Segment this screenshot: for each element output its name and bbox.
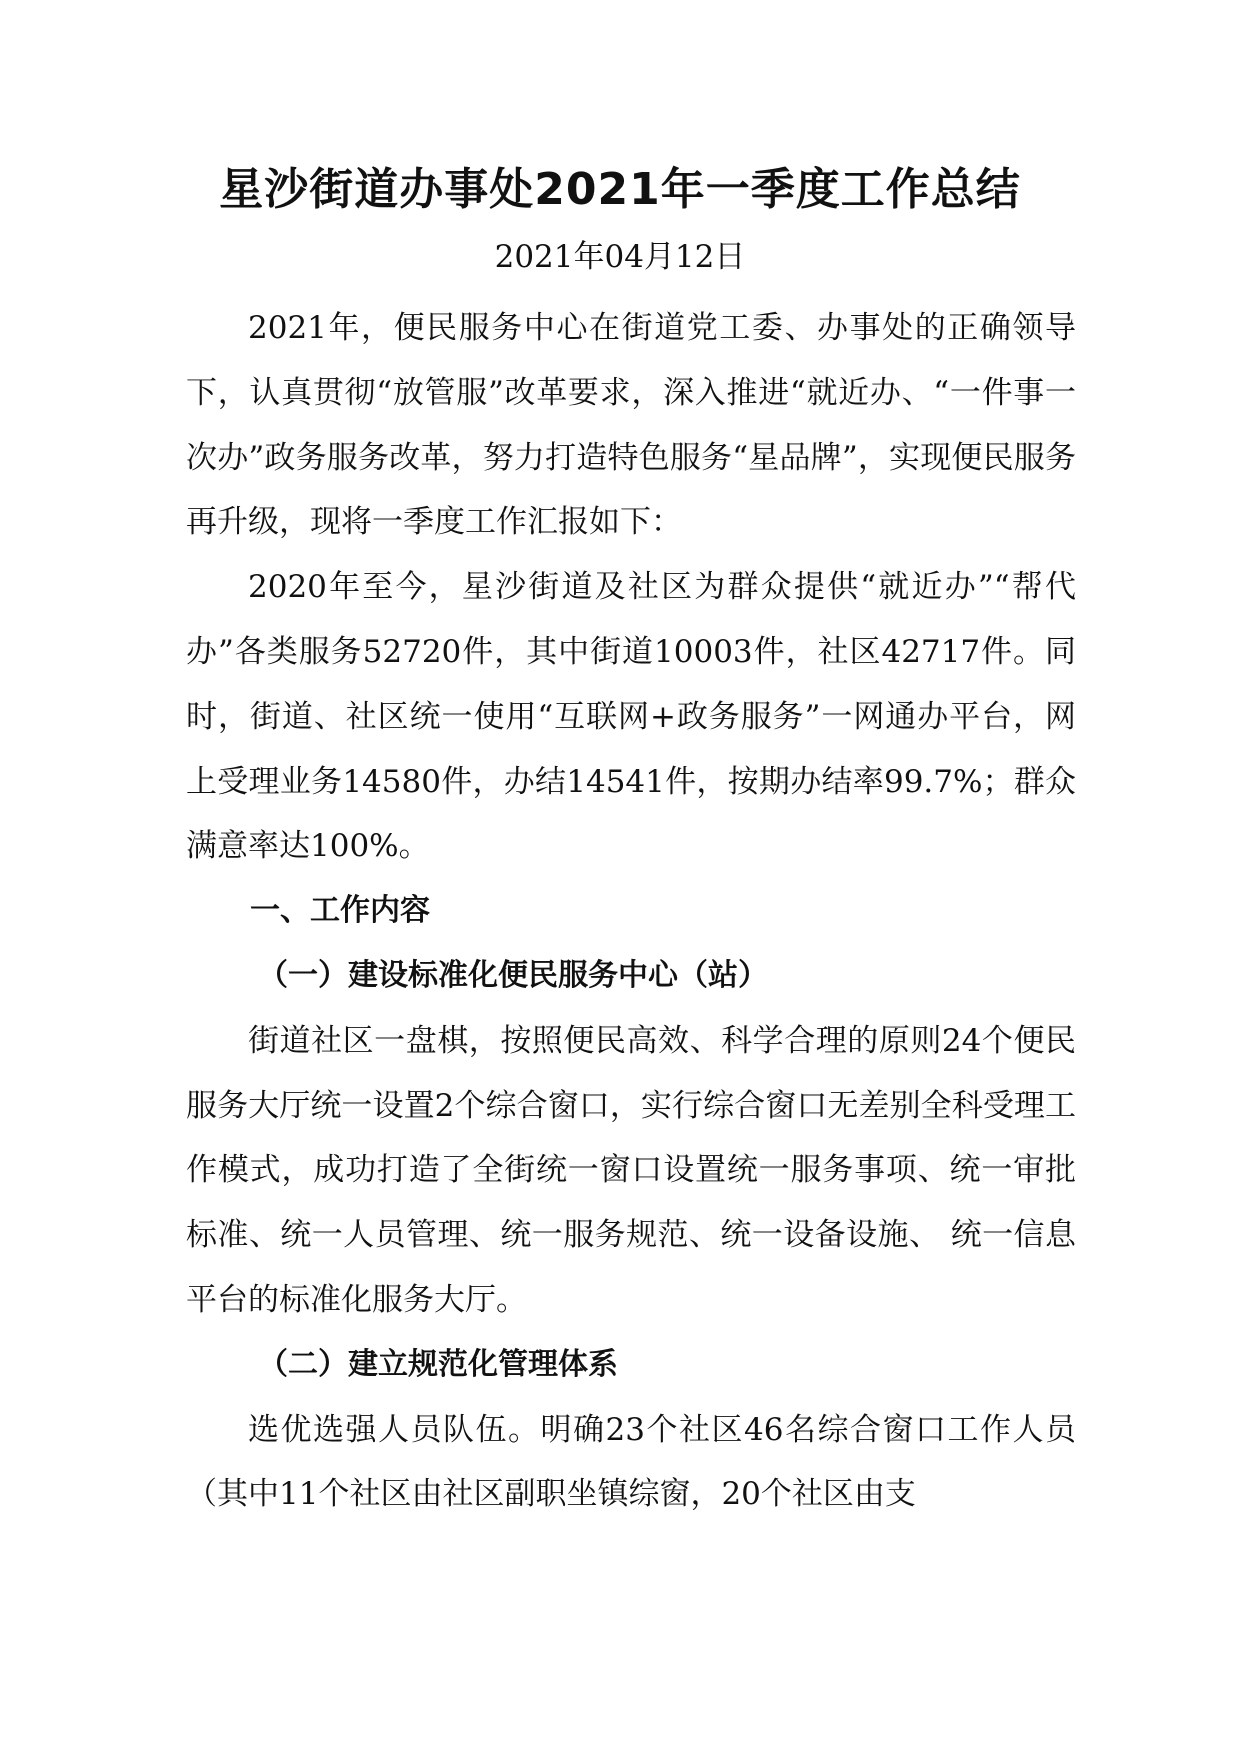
document-title: 星沙街道办事处2021年一季度工作总结 — [219, 164, 1021, 215]
section-heading: 一、工作内容 — [250, 893, 430, 929]
subsection-paragraph: 街道社区一盘棋，按照便民高效、科学合理的原则24个便民服务大厅统一设置2个综合窗口，实行综合窗口无差别全科受理工作模式，成功打造了全街统一窗口设置统一服务事项、统一审批标准、统一人员管理、统一服务规范、统一设备设施、 统一信息平台的标准化服务大厅。 — [186, 1022, 1076, 1318]
statistics-paragraph: 2020年至今，星沙街道及社区为群众提供“就近办”“帮代办”各类服务52720件，其中街道10003件，社区42717件。同时，街道、社区统一使用“互联网+政务服务”一网通办平台，网上受理业务14580件，办结14541件，按期办结率99.7%；群众满意率达100%。 — [186, 569, 1076, 865]
subsection-heading: （一）建设标准化便民服务中心（站） — [258, 957, 768, 993]
document-date: 2021年04月12日 — [494, 239, 746, 275]
document-body — [186, 296, 1076, 1527]
intro-paragraph: 2021年，便民服务中心在街道党工委、办事处的正确领导下，认真贯彻“放管服”改革要求，深入推进“就近办、“一件事一次办”政务服务改革，努力打造特色服务“星品牌”，实现便民服务再升级，现将一季度工作汇报如下： — [186, 310, 1076, 541]
subsection-paragraph: 选优选强人员队伍。明确23个社区46名综合窗口工作人员（其中11个社区由社区副职坐镇综窗，20个社区由支 — [186, 1411, 1076, 1513]
subsection-heading: （二）建立规范化管理体系 — [258, 1346, 618, 1382]
